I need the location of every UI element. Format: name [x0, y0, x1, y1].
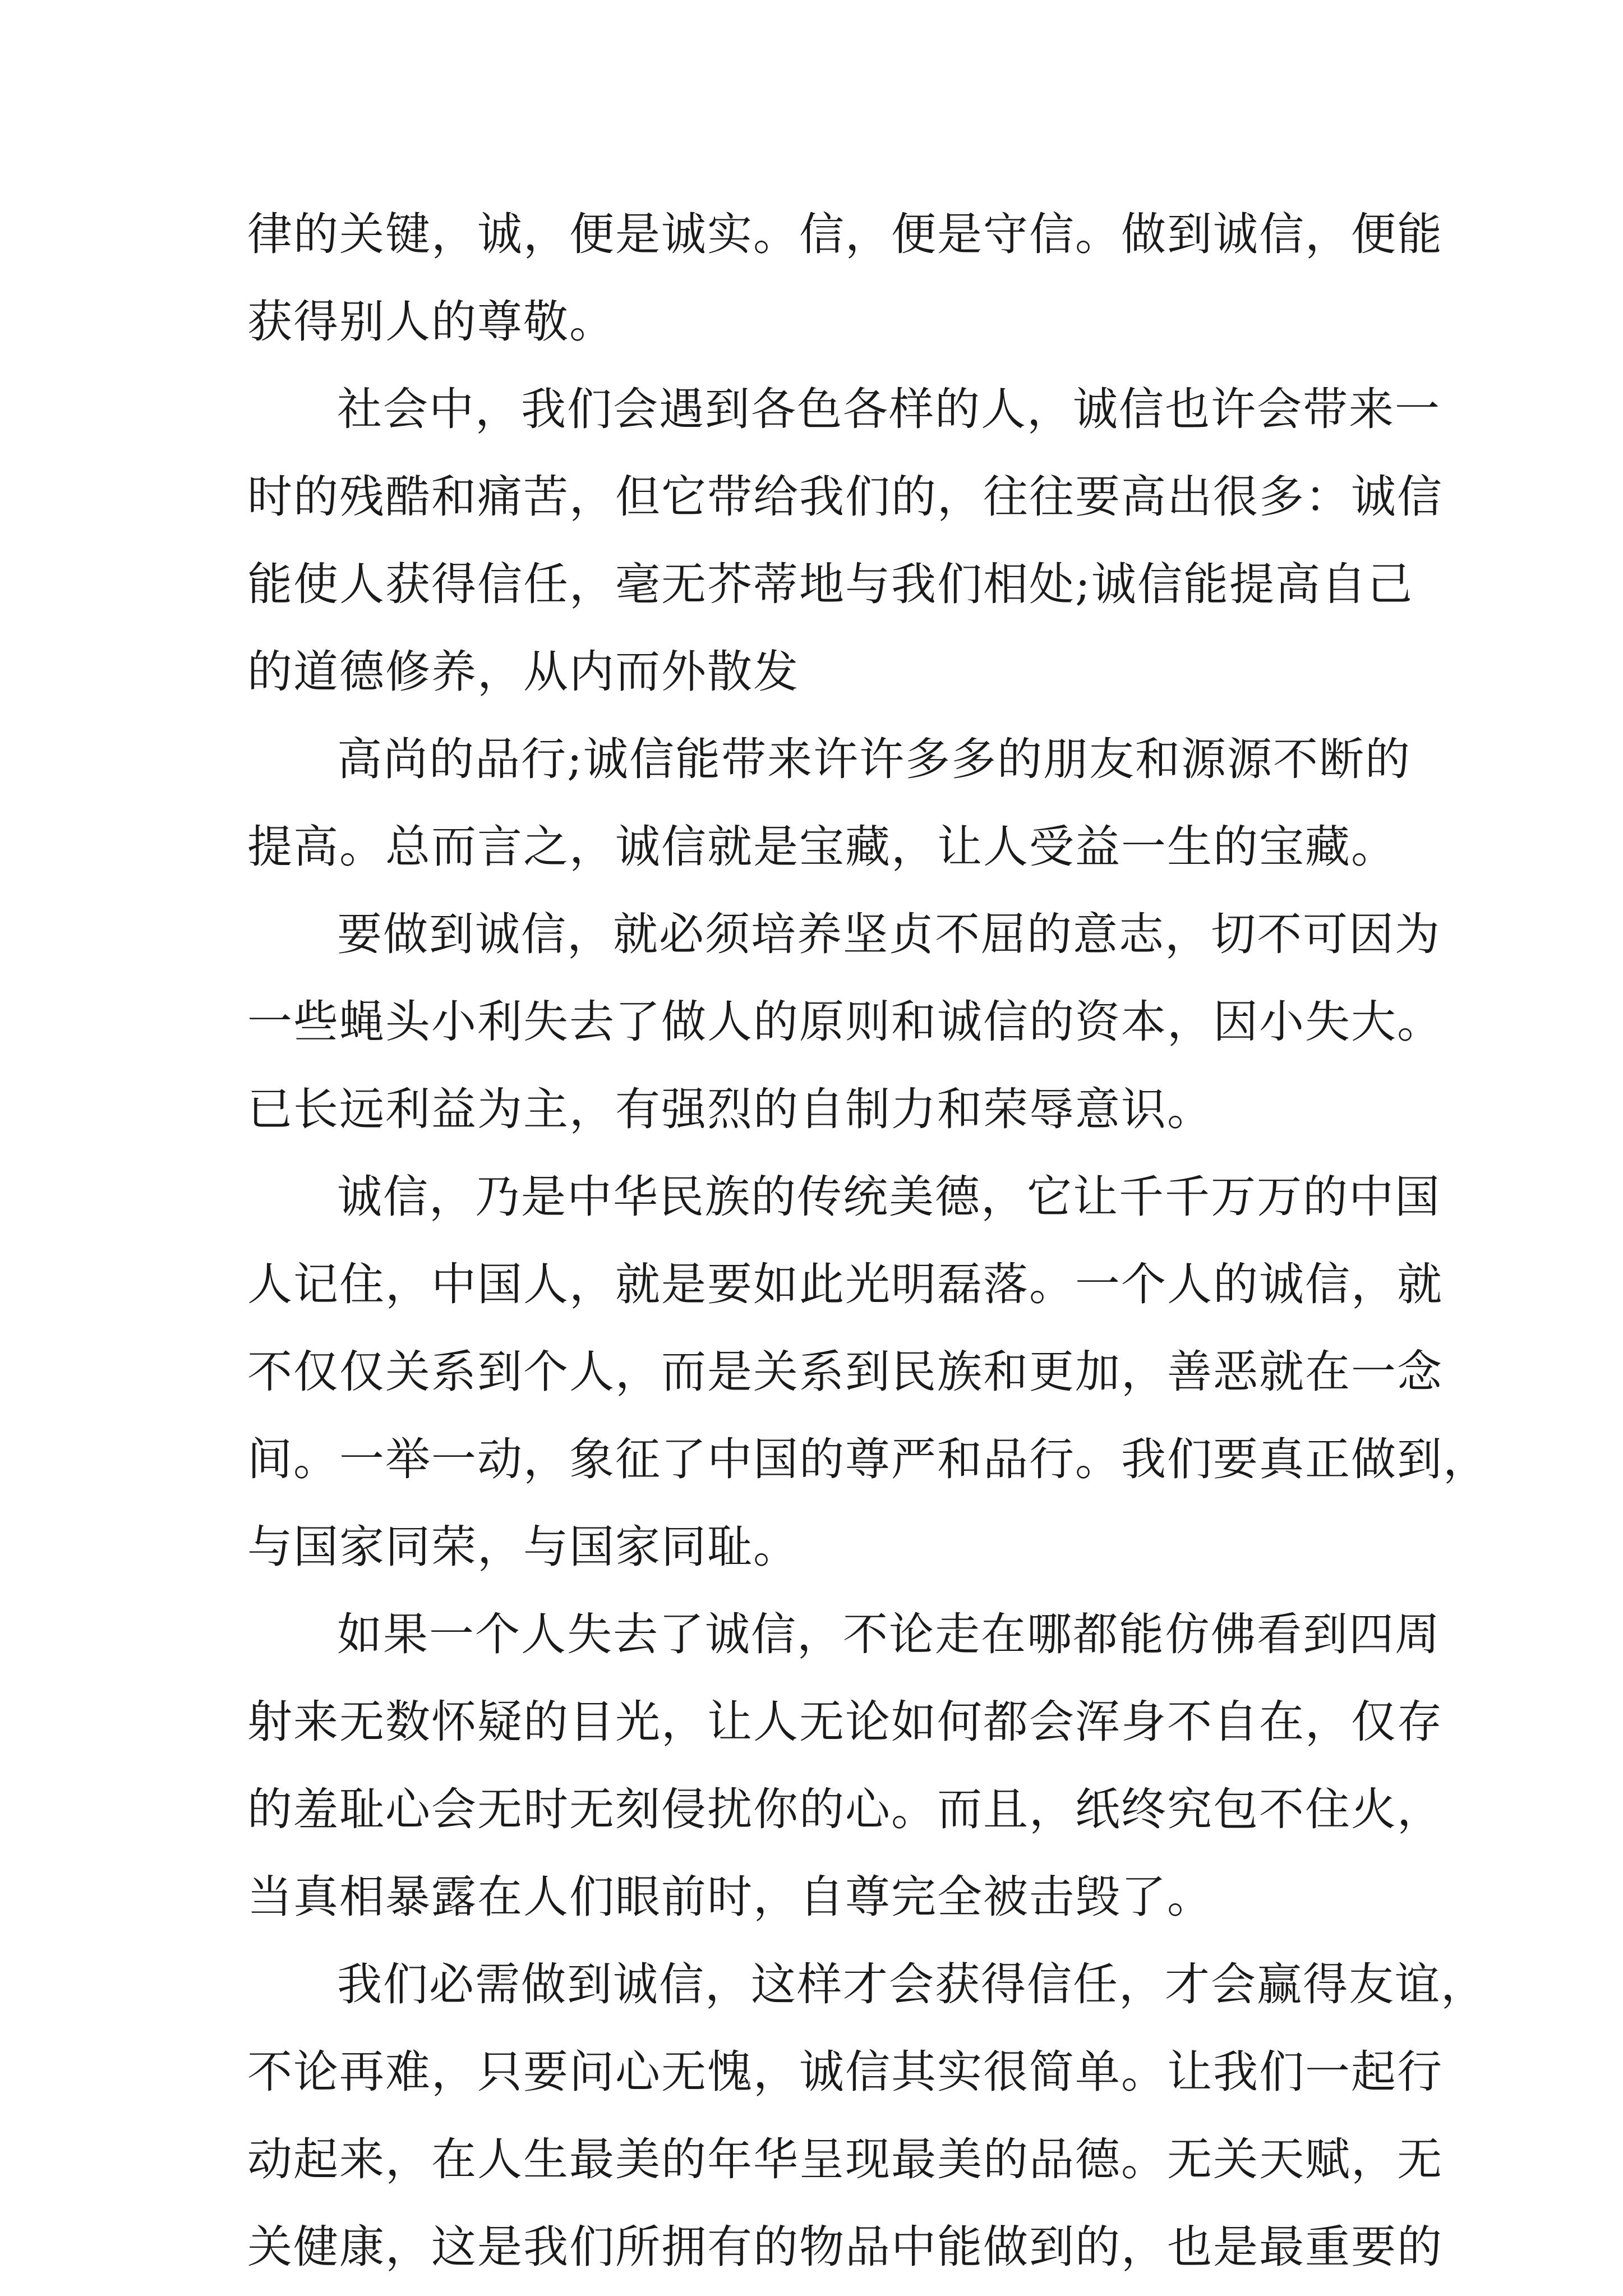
text-line: 的羞耻心会无时无刻侵扰你的心。而且，纸终究包不住火， — [247, 1783, 1443, 1835]
text-line: 与国家同荣，与国家同耻。 — [247, 1521, 799, 1573]
text-line: 我们必需做到诚信，这样才会获得信任，才会赢得友谊， — [337, 1958, 1487, 2010]
text-line: 射来无数怀疑的目光，让人无论如何都会浑身不自在，仅存 — [247, 1696, 1443, 1748]
text-line: 如果一个人失去了诚信，不论走在哪都能仿佛看到四周 — [337, 1608, 1441, 1660]
text-line: 要做到诚信，就必须培养坚贞不屈的意志，切不可因为 — [337, 908, 1441, 960]
text-line: 的道德修养，从内而外散发 — [247, 646, 799, 698]
text-line: 律的关键，诚，便是诚实。信，便是守信。做到诚信，便能 — [247, 208, 1443, 260]
text-line: 关健康，这是我们所拥有的物品中能做到的，也是最重要的 — [247, 2221, 1443, 2273]
text-line: 时的残酷和痛苦，但它带给我们的，往往要高出很多：诚信 — [247, 471, 1443, 523]
text-line: 获得别人的尊敬。 — [247, 296, 615, 348]
text-line: 不论再难，只要问心无愧，诚信其实很简单。让我们一起行 — [247, 2046, 1443, 2098]
text-line: 间。一举一动，象征了中国的尊严和品行。我们要真正做到， — [247, 1433, 1489, 1485]
text-line: 诚信，乃是中华民族的传统美德，它让千千万万的中国 — [337, 1171, 1441, 1223]
text-line: 当真相暴露在人们眼前时，自尊完全被击毁了。 — [247, 1871, 1213, 1923]
essay-body — [247, 191, 1489, 2291]
text-line: 人记住，中国人，就是要如此光明磊落。一个人的诚信，就 — [247, 1258, 1443, 1310]
text-line: 能使人获得信任，毫无芥蒂地与我们相处;诚信能提高自己 — [247, 558, 1413, 610]
text-line: 动起来，在人生最美的年华呈现最美的品德。无关天赋，无 — [247, 2133, 1443, 2185]
text-line: 社会中，我们会遇到各色各样的人，诚信也许会带来一 — [337, 383, 1441, 435]
text-line: 高尚的品行;诚信能带来许许多多的朋友和源源不断的 — [337, 733, 1411, 785]
text-line: 已长远利益为主，有强烈的自制力和荣辱意识。 — [247, 1083, 1213, 1135]
text-line: 一些蝇头小利失去了做人的原则和诚信的资本，因小失大。 — [247, 996, 1443, 1048]
text-line: 提高。总而言之，诚信就是宝藏，让人受益一生的宝藏。 — [247, 821, 1397, 873]
text-line: 不仅仅关系到个人，而是关系到民族和更加，善恶就在一念 — [247, 1346, 1443, 1398]
